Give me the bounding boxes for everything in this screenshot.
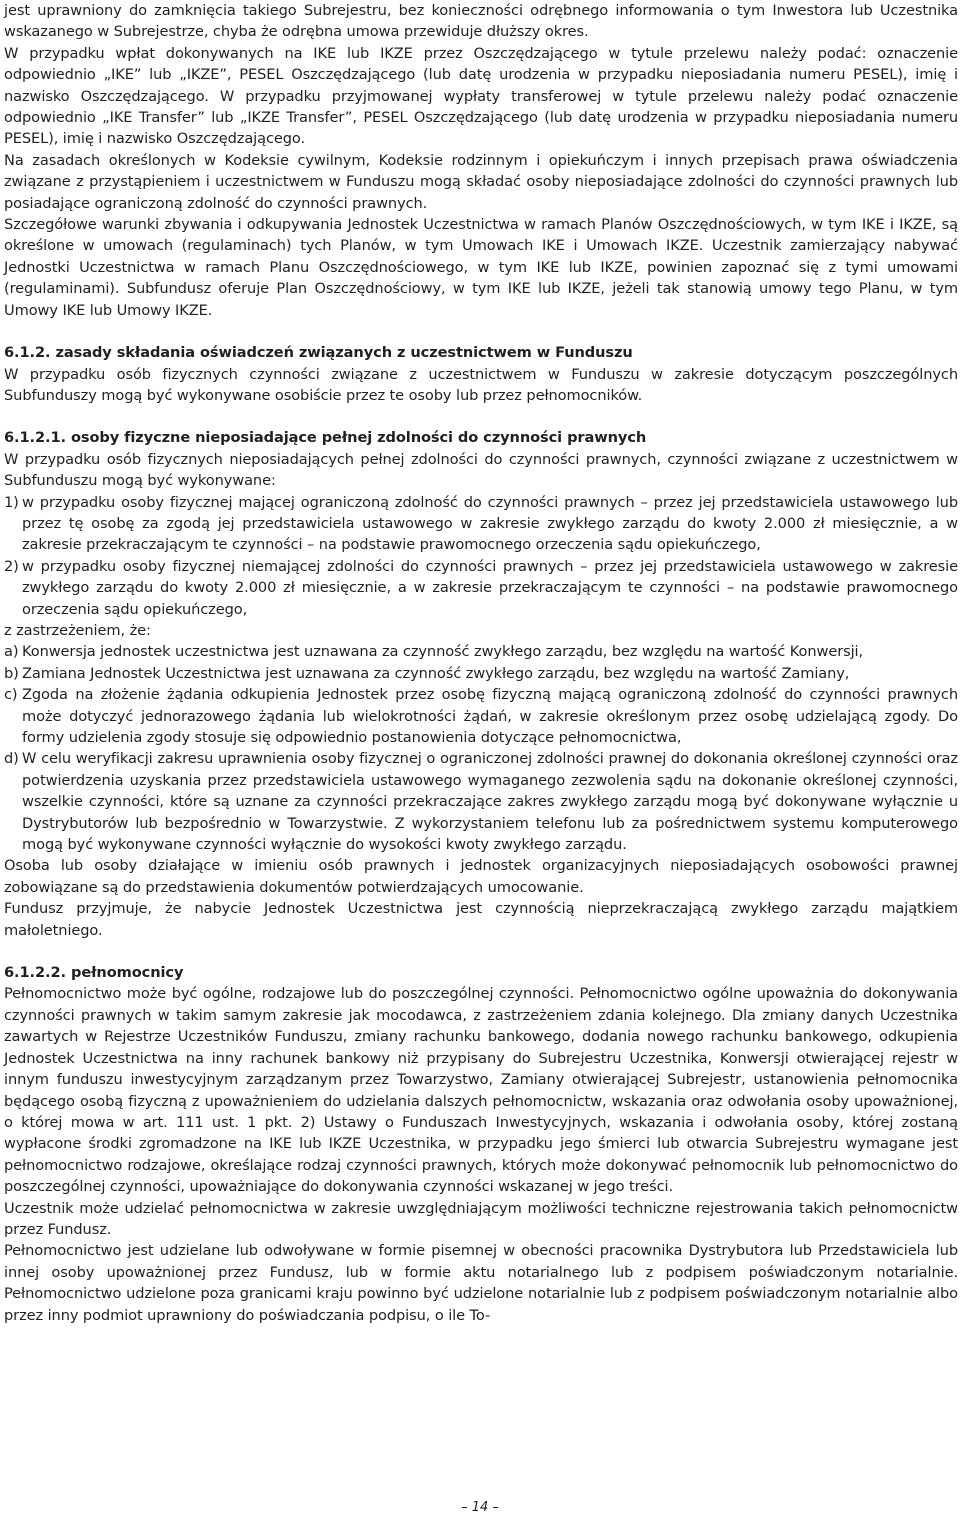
paragraph: Pełnomocnictwo jest udzielane lub odwoływane w formie pisemnej w obecności pracownika Dystrybutora lub Przedstawiciela lub innej osoby upoważnionej przez Fundusz, lub w formie aktu notarialnego lub z podpisem poświadczonym notarialnie. Pełnomocnictwo udzielone poza granicami kraju powinno być udzielone notarialnie lub z podpisem poświadczonym notarialnie albo przez inny podmiot uprawniony do poświadczania podpisu, o ile To- [4,1242,958,1324]
list-marker: 2) [4,557,19,575]
document-page [4,0,958,1326]
list-item [4,641,958,662]
paragraph: W przypadku osób fizycznych czynności związane z uczestnictwem w Funduszu w zakresie dotyczącym poszczególnych Subfunduszy mogą być wykonywane osobiście przez te osoby lub przez pełnomocników. [4,365,958,404]
list-item [4,748,958,855]
list-marker: a) [4,643,19,661]
paragraph: W przypadku wpłat dokonywanych na IKE lub IKZE przez Oszczędzającego w tytule przelewu należy podać: oznaczenie odpowiednio „IKE” lub „IKZE”, PESEL Oszczędzającego (lub datę urodzenia w przypadku nieposiadania numeru PESEL), imię i nazwisko Oszczędzającego. W przypadku przyjmowanej wypłaty transferowej w tytule przelewu należy podać oznaczenie odpowiednio „IKE Transfer” lub „IKZE Transfer”, PESEL Oszczędzającego (lub datę urodzenia w przypadku nieposiadania numeru PESEL), imię i nazwisko Oszczędzającego. [4,44,958,148]
paragraph: Osoba lub osoby działające w imieniu osób prawnych i jednostek organizacyjnych nieposiadających osobowości prawnej zobowiązane są do przedstawienia dokumentów potwierdzających umocowanie. [4,857,958,896]
paragraph: Na zasadach określonych w Kodeksie cywilnym, Kodeksie rodzinnym i opiekuńczym i innych przepisach prawa oświadczenia związane z przystąpieniem i uczestnictwem w Funduszu mogą składać osoby nieposiadające zdolności do czynności prawnych lub posiadające ograniczoną zdolność do czynności prawnych. [4,151,958,212]
list-item-text: w przypadku osoby fizycznej mającej ograniczoną zdolność do czynności prawnych – przez jej przedstawiciela ustawowego lub przez tę osobę za zgodą jej przedstawiciela ustawowego w zakresie zwykłego zarządu do kwoty 2.000 zł miesięcznie, a w zakresie przekraczającym te czynności – na podstawie prawomocnego orzeczenia sądu opiekuńczego, [22,493,958,554]
lettered-list [4,641,958,855]
list-marker: 1) [4,493,19,511]
section-heading: 6.1.2.2. pełnomocnicy [4,964,184,982]
paragraph: Fundusz przyjmuje, że nabycie Jednostek Uczestnictwa jest czynnością nieprzekraczającą zwykłego zarządu majątkiem małoletniego. [4,900,958,939]
list-item [4,556,958,620]
list-item-text: W celu weryfikacji zakresu uprawnienia osoby fizycznej o ograniczonej zdolności prawnej do dokonania określonej czynności oraz potwierdzenia uzyskania przez przedstawiciela ustawowego wymaganego zezwolenia sądu na dokonanie określonej czynności, wszelkie czynności, które są uznane za czynności przekraczające zakres zwykłego zarządu mogą być dokonywane wyłącznie u Dystrybutorów lub bezpośrednio w Towarzystwie. Z wykorzystaniem telefonu lub za pośrednictwem systemu komputerowego mogą być wykonywane czynności wyłącznie do wysokości kwoty zwykłego zarządu. [22,750,958,854]
list-marker: d) [4,750,19,768]
paragraph: Uczestnik może udzielać pełnomocnictwa w zakresie uwzględniającym możliwości techniczne rejestrowania takich pełnomocnictw przez Fundusz. [4,1199,958,1238]
list-item [4,492,958,556]
paragraph: Szczegółowe warunki zbywania i odkupywania Jednostek Uczestnictwa w ramach Planów Oszczędnościowych, w tym IKE i IKZE, są określone w umowach (regulaminach) tych Planów, w tym Umowach IKE i Umowach IKZE. Uczestnik zamierzający nabywać Jednostki Uczestnictwa w ramach Planu Oszczędnościowego, w tym IKE lub IKZE, powinien zapoznać się z tymi umowami (regulaminami). Subfundusz oferuje Plan Oszczędnościowy, w tym IKE lub IKZE, jeżeli tak stanowią umowy tego Planu, w tym Umowy IKE lub Umowy IKZE. [4,216,958,319]
spacer [4,941,958,962]
section-heading: 6.1.2. zasady składania oświadczeń związanych z uczestnictwem w Funduszu [4,344,633,362]
list-item-text: w przypadku osoby fizycznej niemającej zdolności do czynności prawnych – przez jej przedstawiciela ustawowego w zakresie zwykłego zarządu do kwoty 2.000 zł miesięcznie, a w zakresie przekraczającym te czynności – na podstawie prawomocnego orzeczenia sądu opiekuńczego, [22,557,958,618]
paragraph: jest uprawniony do zamknięcia takiego Subrejestru, bez konieczności odrębnego informowania o tym Inwestora lub Uczestnika wskazanego w Subrejestrze, chyba że odrębna umowa przewiduje dłuższy okres. [4,2,958,41]
list-item [4,684,958,748]
section-heading: 6.1.2.1. osoby fizyczne nieposiadające pełnej zdolności do czynności prawnych [4,429,647,447]
spacer [4,321,958,342]
paragraph: W przypadku osób fizycznych nieposiadających pełnej zdolności do czynności prawnych, czynności związane z uczestnictwem w Subfunduszu mogą być wykonywane: [4,450,958,490]
list-item [4,663,958,684]
numbered-list [4,492,958,620]
paragraph: z zastrzeżeniem, że: [4,621,151,639]
list-marker: b) [4,664,19,682]
list-item-text: Zgoda na złożenie żądania odkupienia Jednostek przez osobę fizyczną mającą ograniczoną zdolność do czynności prawnych może dotyczyć jednorazowego żądania lub wielokrotności żądań, w zakresie określonym przez osobę udzielającą zgody. Do formy udzielenia zgody stosuje się odpowiednio postanowienia dotyczące pełnomocnictwa, [22,686,958,746]
list-item-text: Konwersja jednostek uczestnictwa jest uznawana za czynność zwykłego zarządu, bez względu na wartość Konwersji, [22,643,864,661]
paragraph: Pełnomocnictwo może być ogólne, rodzajowe lub do poszczególnej czynności. Pełnomocnictwo ogólne upoważnia do dokonywania czynności prawnych w takim samym zakresie jak mocodawca, z zastrzeżeniem zdania kolejnego. Dla zmiany danych Uczestnika zawartych w Rejestrze Uczestników Funduszu, zmiany rachunku bankowego, dodania nowego rachunku bankowego, odkupienia Jednostek Uczestnictwa na inny rachunek bankowy niż przypisany do Subrejestru Uczestnika, Konwersji otwierającej rejestr w innym funduszu inwestycyjnym zarządzanym przez Towarzystwo, Zamiany otwierającej Subrejestr, ustanowienia pełnomocnika będącego osobą fizyczną z upoważnieniem do udzielania dalszych pełnomocnictw, wskazania oraz odwołania osoby upoważnionej, o której mowa w art. 111 ust. 1 pkt. 2) Ustawy o Funduszach Inwestycyjnych, wskazania i odwołania osoby, której zostaną wypłacone środki zgromadzone na IKE lub IKZE Uczestnika, w przypadku jego śmierci lub otwarcia Subrejestru wymagane jest pełnomocnictwo rodzajowe, określające rodzaj czynności prawnych, których może dokonywać pełnomocnik lub pełnomocnictwo do poszczególnej czynności, upoważniające do dokonywania czynności wskazanej w jego treści. [4,985,958,1196]
list-marker: c) [4,686,18,704]
list-item-text: Zamiana Jednostek Uczestnictwa jest uznawana za czynność zwykłego zarządu, bez względu na wartość Zamiany, [22,664,850,682]
page-number: – 14 – [461,1500,499,1515]
spacer [4,406,958,427]
